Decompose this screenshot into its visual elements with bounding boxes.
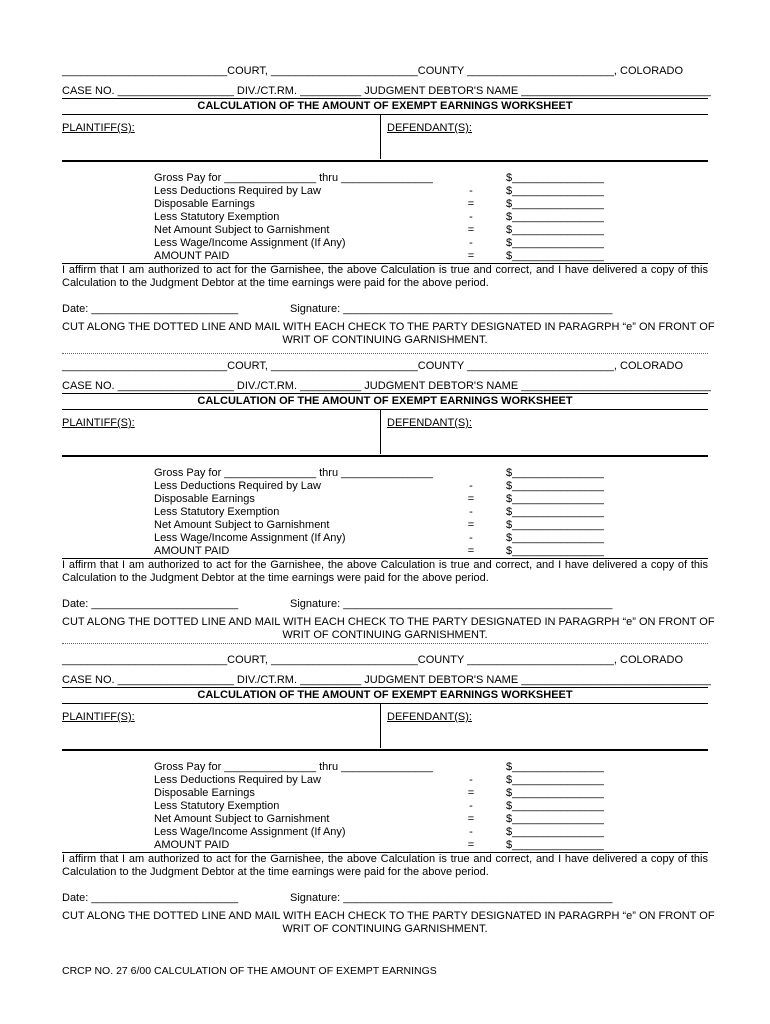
- calc-operator: =: [467, 250, 475, 262]
- calc-label: AMOUNT PAID: [154, 250, 230, 262]
- calc-operator: -: [469, 480, 473, 492]
- calc-operator: -: [469, 185, 473, 197]
- calc-row-disposable: [154, 493, 604, 506]
- plaintiff-label: PLAINTIFF(S):: [62, 711, 135, 723]
- calc-label: Less Statutory Exemption: [154, 506, 280, 518]
- calc-row-deductions: [154, 774, 604, 787]
- rule: [62, 703, 708, 704]
- cut-instruction-line-1: CUT ALONG THE DOTTED LINE AND MAIL WITH EACH CHECK TO THE PARTY DESIGNATED IN PARAGRPH “e” ON FRONT OF: [62, 910, 715, 922]
- party-divider: [380, 704, 381, 748]
- calc-row-gross-pay: [154, 467, 604, 480]
- court-county-line: ___________________________COURT, ________________________COUNTY ________________________, COLORADO: [62, 360, 683, 372]
- calc-label: AMOUNT PAID: [154, 545, 230, 557]
- calc-operator: =: [467, 813, 475, 825]
- calc-label: Less Deductions Required by Law: [154, 185, 321, 197]
- calc-amount: $_______________: [506, 185, 604, 197]
- cut-line: [62, 353, 708, 354]
- defendant-label: DEFENDANT(S):: [387, 711, 472, 723]
- calc-row-deductions: [154, 480, 604, 493]
- calc-amount: $_______________: [506, 519, 604, 531]
- calc-operator: =: [467, 519, 475, 531]
- calc-amount: $_______________: [506, 774, 604, 786]
- calc-operator: -: [469, 800, 473, 812]
- calc-label: Less Deductions Required by Law: [154, 774, 321, 786]
- case-number-line: CASE NO. ___________________ DIV./CT.RM. __________ JUDGMENT DEBTOR'S NAME _______________________________: [62, 380, 711, 392]
- party-divider: [380, 115, 381, 159]
- calc-label: AMOUNT PAID: [154, 839, 230, 851]
- calc-operator: -: [469, 211, 473, 223]
- cut-line: [62, 643, 708, 644]
- worksheet-section-1: [62, 64, 715, 354]
- calc-amount: $_______________: [506, 224, 604, 236]
- calc-amount: $_______________: [506, 761, 604, 773]
- calc-label: Gross Pay for _______________ thru _______________: [154, 172, 433, 184]
- calc-amount: $_______________: [506, 813, 604, 825]
- calc-label: Gross Pay for _______________ thru _______________: [154, 761, 433, 773]
- calc-row-gross-pay: [154, 172, 604, 185]
- calc-row-amount-paid: [154, 545, 604, 558]
- calc-row-assignment: [154, 237, 604, 250]
- calc-label: Gross Pay for _______________ thru _______________: [154, 467, 433, 479]
- calc-amount: $_______________: [506, 532, 604, 544]
- calc-row-assignment: [154, 826, 604, 839]
- rule: [62, 160, 708, 162]
- rule: [62, 393, 708, 394]
- case-number-line: CASE NO. ___________________ DIV./CT.RM. __________ JUDGMENT DEBTOR'S NAME _______________________________: [62, 674, 711, 686]
- calc-row-assignment: [154, 532, 604, 545]
- calc-amount: $_______________: [506, 237, 604, 249]
- calc-label: Net Amount Subject to Garnishment: [154, 224, 330, 236]
- calc-row-amount-paid: [154, 250, 604, 263]
- cut-instruction-line-2: WRIT OF CONTINUING GARNISHMENT.: [282, 334, 488, 346]
- calc-label: Disposable Earnings: [154, 787, 255, 799]
- calc-row-net-amount: [154, 519, 604, 532]
- calc-operator: =: [467, 545, 475, 557]
- calc-label: Less Statutory Exemption: [154, 800, 280, 812]
- calc-label: Less Wage/Income Assignment (If Any): [154, 826, 346, 838]
- calc-label: Net Amount Subject to Garnishment: [154, 519, 330, 531]
- form-footer: CRCP NO. 27 6/00 CALCULATION OF THE AMOUNT OF EXEMPT EARNINGS: [62, 965, 437, 977]
- calc-row-exemption: [154, 211, 604, 224]
- calc-operator: -: [469, 774, 473, 786]
- affirmation-text: I affirm that I am authorized to act for the Garnishee, the above Calculation is true and correct, and I have delivered a copy of this Calculation to the Judgment Debtor at the time earnings were paid for the above period.: [62, 853, 708, 878]
- worksheet-title: CALCULATION OF THE AMOUNT OF EXEMPT EARNINGS WORKSHEET: [197, 395, 573, 407]
- cut-instruction-line-1: CUT ALONG THE DOTTED LINE AND MAIL WITH EACH CHECK TO THE PARTY DESIGNATED IN PARAGRPH “e” ON FRONT OF: [62, 321, 715, 333]
- calc-operator: -: [469, 506, 473, 518]
- calc-operator: -: [469, 532, 473, 544]
- rule: [62, 749, 708, 751]
- rule: [62, 455, 708, 457]
- rule: [62, 409, 708, 410]
- rule: [62, 687, 708, 688]
- affirmation-text: I affirm that I am authorized to act for the Garnishee, the above Calculation is true and correct, and I have delivered a copy of this Calculation to the Judgment Debtor at the time earnings were paid for the above period.: [62, 559, 708, 584]
- defendant-label: DEFENDANT(S):: [387, 417, 472, 429]
- calc-amount: $_______________: [506, 800, 604, 812]
- calc-row-amount-paid: [154, 839, 604, 852]
- calc-label: Less Statutory Exemption: [154, 211, 280, 223]
- calc-label: Less Wage/Income Assignment (If Any): [154, 237, 346, 249]
- calc-amount: $_______________: [506, 250, 604, 262]
- worksheet-section-3: [62, 653, 715, 943]
- calc-operator: =: [467, 198, 475, 210]
- calc-amount: $_______________: [506, 211, 604, 223]
- calc-amount: $_______________: [506, 493, 604, 505]
- calc-label: Disposable Earnings: [154, 198, 255, 210]
- cut-instruction-line-2: WRIT OF CONTINUING GARNISHMENT.: [282, 629, 488, 641]
- cut-instruction-line-2: WRIT OF CONTINUING GARNISHMENT.: [282, 923, 488, 935]
- rule: [62, 114, 708, 115]
- case-number-line: CASE NO. ___________________ DIV./CT.RM. __________ JUDGMENT DEBTOR'S NAME _______________________________: [62, 85, 711, 97]
- calc-amount: $_______________: [506, 198, 604, 210]
- worksheet-section-2: [62, 359, 715, 649]
- calc-operator: =: [467, 224, 475, 236]
- calc-row-exemption: [154, 800, 604, 813]
- calc-label: Disposable Earnings: [154, 493, 255, 505]
- rule: [62, 98, 708, 99]
- signature-field: Signature: ____________________________________________: [290, 303, 613, 315]
- calc-row-deductions: [154, 185, 604, 198]
- date-field: Date: ________________________: [62, 892, 239, 904]
- calc-amount: $_______________: [506, 172, 604, 184]
- worksheet-title: CALCULATION OF THE AMOUNT OF EXEMPT EARNINGS WORKSHEET: [197, 100, 573, 112]
- calc-amount: $_______________: [506, 826, 604, 838]
- calc-row-exemption: [154, 506, 604, 519]
- court-county-line: ___________________________COURT, ________________________COUNTY ________________________, COLORADO: [62, 65, 683, 77]
- calc-label: Less Deductions Required by Law: [154, 480, 321, 492]
- calc-amount: $_______________: [506, 506, 604, 518]
- calc-label: Less Wage/Income Assignment (If Any): [154, 532, 346, 544]
- calc-operator: -: [469, 826, 473, 838]
- calc-operator: -: [469, 237, 473, 249]
- calc-amount: $_______________: [506, 839, 604, 851]
- calc-operator: =: [467, 787, 475, 799]
- calc-amount: $_______________: [506, 787, 604, 799]
- cut-instruction-line-1: CUT ALONG THE DOTTED LINE AND MAIL WITH EACH CHECK TO THE PARTY DESIGNATED IN PARAGRPH “e” ON FRONT OF: [62, 616, 715, 628]
- party-divider: [380, 410, 381, 454]
- court-county-line: ___________________________COURT, ________________________COUNTY ________________________, COLORADO: [62, 654, 683, 666]
- calc-row-disposable: [154, 198, 604, 211]
- calc-row-net-amount: [154, 813, 604, 826]
- calc-amount: $_______________: [506, 545, 604, 557]
- affirmation-text: I affirm that I am authorized to act for the Garnishee, the above Calculation is true and correct, and I have delivered a copy of this Calculation to the Judgment Debtor at the time earnings were paid for the above period.: [62, 264, 708, 289]
- defendant-label: DEFENDANT(S):: [387, 122, 472, 134]
- plaintiff-label: PLAINTIFF(S):: [62, 417, 135, 429]
- calc-row-gross-pay: [154, 761, 604, 774]
- signature-field: Signature: ____________________________________________: [290, 598, 613, 610]
- date-field: Date: ________________________: [62, 303, 239, 315]
- calc-row-disposable: [154, 787, 604, 800]
- date-field: Date: ________________________: [62, 598, 239, 610]
- calc-row-net-amount: [154, 224, 604, 237]
- calc-operator: =: [467, 839, 475, 851]
- calc-operator: =: [467, 493, 475, 505]
- calc-amount: $_______________: [506, 480, 604, 492]
- plaintiff-label: PLAINTIFF(S):: [62, 122, 135, 134]
- worksheet-title: CALCULATION OF THE AMOUNT OF EXEMPT EARNINGS WORKSHEET: [197, 689, 573, 701]
- calc-amount: $_______________: [506, 467, 604, 479]
- calc-label: Net Amount Subject to Garnishment: [154, 813, 330, 825]
- signature-field: Signature: ____________________________________________: [290, 892, 613, 904]
